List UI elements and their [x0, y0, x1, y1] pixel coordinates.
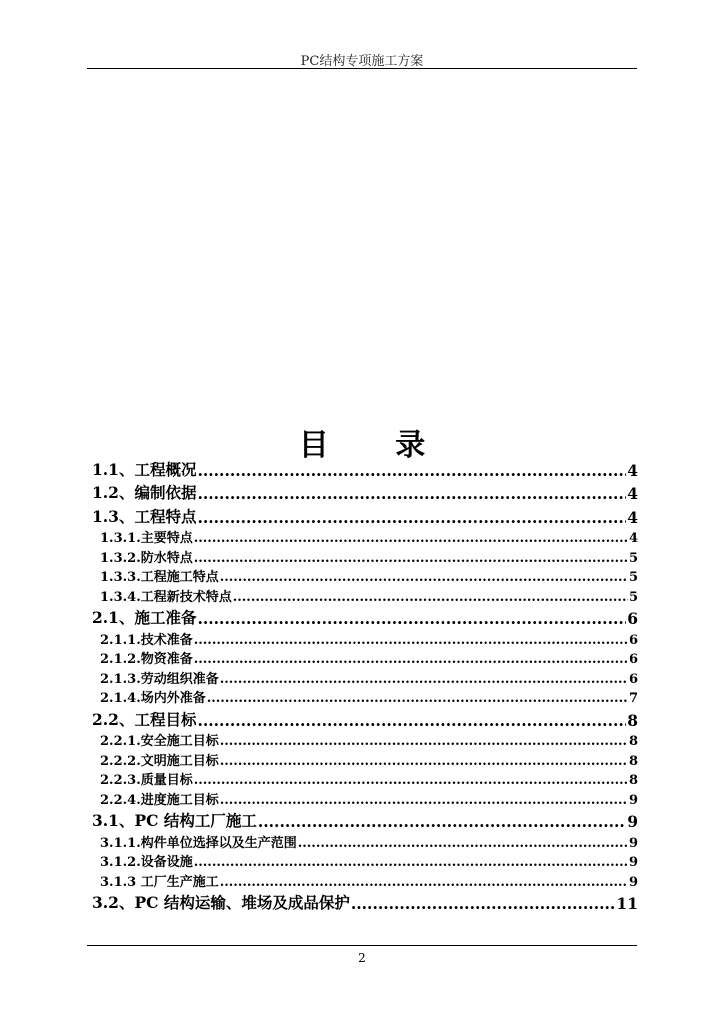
- toc-entry-label: 1.3.1.主要特点: [100, 531, 193, 546]
- toc-entry-page: 4: [627, 507, 638, 527]
- toc-entry-label: 2.1.3.劳动组织准备: [100, 671, 219, 687]
- toc-entry-label: 2.1.2.物资准备: [100, 652, 193, 667]
- toc-entry-label: 1.3.4.工程新技术特点: [100, 589, 232, 605]
- toc-entry-label: 1.3.2.防水特点: [100, 550, 193, 566]
- toc-dot-leader: [197, 711, 626, 730]
- toc-entry-label: 3.1.2.设备设施: [100, 855, 193, 870]
- toc-entry[interactable]: [92, 890, 638, 914]
- toc-entry[interactable]: [92, 628, 638, 648]
- toc-entry-label: 1.2、编制依据: [92, 483, 197, 502]
- toc-entry[interactable]: [92, 648, 638, 668]
- toc-entry-label: 3.1.1.构件单位选择以及生产范围: [100, 835, 297, 851]
- toc-entry-page: 5: [628, 589, 638, 605]
- toc-entry[interactable]: [92, 546, 638, 566]
- toc-dot-leader: [194, 855, 628, 870]
- toc-entry[interactable]: [92, 667, 638, 687]
- toc-dot-leader: [220, 570, 628, 585]
- toc-entry-page: 9: [627, 812, 638, 831]
- toc-dot-leader: [220, 793, 628, 808]
- toc-dot-leader: [197, 508, 626, 527]
- toc-entry-page: 5: [628, 570, 638, 585]
- toc-entry-page: 9: [628, 855, 638, 870]
- toc-dot-leader: [220, 734, 628, 749]
- toc-entry[interactable]: [92, 480, 638, 504]
- toc-entry-label: 2.1、施工准备: [92, 608, 197, 627]
- toc-entry-page: 6: [628, 671, 638, 687]
- toc-entry-label: 1.1、工程概况: [92, 459, 197, 479]
- toc-dot-leader: [233, 590, 628, 605]
- toc-entry-label: 2.2.2.文明施工目标: [100, 753, 219, 769]
- toc-entry[interactable]: [92, 527, 638, 547]
- toc-dot-leader: [194, 551, 628, 566]
- toc-entry-label: 3.2、PC 结构运输、堆场及成品保护: [92, 893, 350, 912]
- toc-entry-page: 8: [627, 710, 638, 730]
- toc-entry-label: 2.2.3.质量目标: [100, 773, 193, 788]
- toc-dot-leader: [207, 691, 628, 706]
- toc-entry[interactable]: [92, 605, 638, 629]
- toc-dot-leader: [298, 836, 628, 851]
- toc-entry[interactable]: [92, 769, 638, 789]
- toc-entry[interactable]: [92, 788, 638, 808]
- toc-entry[interactable]: [92, 566, 638, 586]
- toc-entry-page: 9: [628, 835, 638, 851]
- toc-dot-leader: [220, 754, 628, 769]
- toc-entry-page: 8: [628, 773, 638, 788]
- toc-entry[interactable]: [92, 503, 638, 527]
- toc-dot-leader: [197, 609, 626, 628]
- toc-entry-page: 11: [616, 894, 638, 913]
- toc-entry-page: 4: [627, 460, 638, 480]
- toc-dot-leader: [220, 672, 628, 687]
- toc-entry-label: 2.2、工程目标: [92, 709, 197, 729]
- toc-entry-label: 2.2.1.安全施工目标: [100, 734, 219, 749]
- toc-entry[interactable]: [92, 456, 638, 480]
- toc-entry-page: 6: [627, 609, 638, 628]
- toc-entry-page: 7: [628, 691, 638, 706]
- toc-dot-leader: [194, 633, 628, 648]
- toc-entry-label: 2.1.1.技术准备: [100, 632, 193, 648]
- toc-entry-label: 1.3.3.工程施工特点: [100, 570, 219, 585]
- toc-entry-page: 6: [628, 632, 638, 648]
- toc-entry-page: 8: [628, 734, 638, 749]
- toc-dot-leader: [258, 812, 626, 831]
- toc-dot-leader: [197, 461, 626, 480]
- toc-dot-leader: [194, 773, 628, 788]
- toc-entry-page: 8: [628, 753, 638, 769]
- toc-entry-page: 5: [628, 550, 638, 566]
- toc-entry[interactable]: [92, 687, 638, 707]
- toc-entry-label: 2.2.4.进度施工目标: [100, 792, 219, 808]
- toc-entry-label: 1.3、工程特点: [92, 506, 197, 526]
- page-header-title: PC结构专项施工方案: [300, 54, 424, 69]
- toc-dot-leader: [220, 875, 628, 890]
- toc-entry[interactable]: [92, 870, 638, 890]
- toc-entry-label: 3.1、PC 结构工厂施工: [92, 811, 257, 830]
- toc-entry[interactable]: [92, 706, 638, 730]
- toc-dot-leader: [197, 484, 626, 503]
- toc-entry[interactable]: [92, 808, 638, 832]
- toc-dot-leader: [351, 894, 616, 913]
- toc-entry-page: 4: [628, 531, 638, 546]
- table-of-contents: [92, 456, 638, 913]
- toc-entry-page: 9: [628, 792, 638, 808]
- toc-entry[interactable]: [92, 831, 638, 851]
- toc-entry-label: 2.1.4.场内外准备: [100, 691, 206, 706]
- toc-entry[interactable]: [92, 851, 638, 871]
- toc-entry[interactable]: [92, 585, 638, 605]
- footer-divider: [87, 945, 637, 946]
- toc-dot-leader: [194, 652, 628, 667]
- page-number: 2: [358, 951, 366, 965]
- toc-dot-leader: [194, 531, 628, 546]
- toc-entry-page: 9: [628, 874, 638, 890]
- toc-title: 目 录: [298, 428, 454, 463]
- toc-entry[interactable]: [92, 749, 638, 769]
- header-divider: [87, 68, 637, 69]
- toc-entry-page: 4: [627, 484, 638, 503]
- toc-entry-page: 6: [628, 652, 638, 667]
- toc-entry-label: 3.1.3 工厂生产施工: [100, 874, 219, 890]
- toc-entry[interactable]: [92, 730, 638, 750]
